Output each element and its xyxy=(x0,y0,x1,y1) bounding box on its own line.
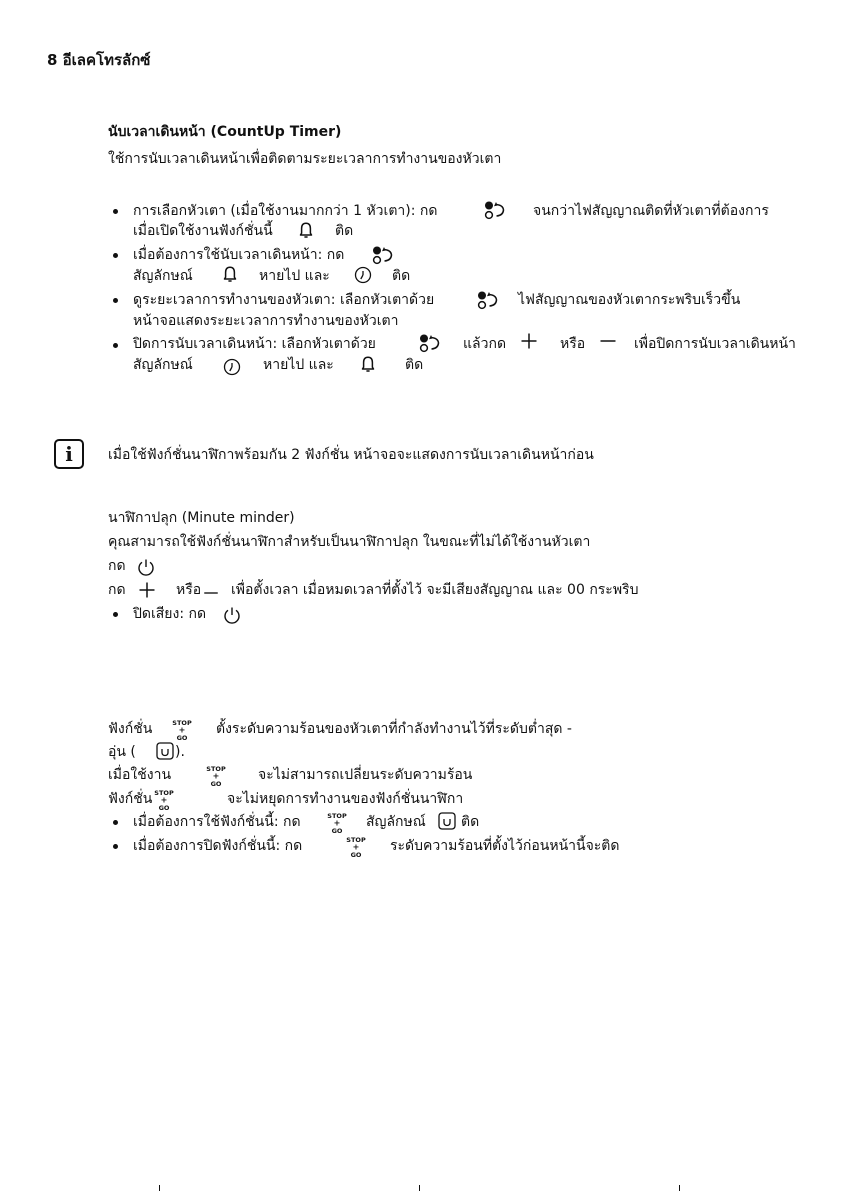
info-text: เมื่อใช้ฟังก์ชั่นนาฬิกาพร้อมกัน 2 ฟังก์ชั่น หน้าจอจะแสดงการนับเวลาเดินหน้าก่อน xyxy=(108,447,594,463)
svg-text:+: + xyxy=(212,771,220,781)
svg-text:GO: GO xyxy=(158,804,170,812)
stopgo-b1-c: ติด xyxy=(461,814,480,830)
minute-line3-a: กด xyxy=(108,582,126,598)
stopgo-b2-b: ระดับความร้อนที่ตั้งไว้ก่อนหน้านี้จะติด xyxy=(390,838,620,854)
bullet-dot xyxy=(113,612,118,617)
hob-select-icon xyxy=(418,332,442,354)
bullet-dot xyxy=(113,844,118,849)
go-label: GO xyxy=(176,734,188,742)
countup-b2-text1: เมื่อต้องการใช้นับเวลาเดินหน้า: กด xyxy=(133,247,345,263)
countup-b4-text7: ติด xyxy=(405,357,424,373)
stop-go-icon xyxy=(153,788,175,812)
countup-b4-text6: หายไป และ xyxy=(263,357,334,373)
minute-title: นาฬิกาปลุก (Minute minder) xyxy=(108,510,295,526)
bullet-dot xyxy=(113,253,118,258)
minute-line3-c: เพื่อตั้งเวลา เมื่อหมดเวลาที่ตั้งไว้ จะมีเสียงสัญญาณ และ 00 กระพริบ xyxy=(231,582,639,598)
minute-bullet: ปิดเสียง: กด xyxy=(133,606,207,622)
svg-text:STOP: STOP xyxy=(327,812,347,820)
svg-text:+: + xyxy=(178,725,186,735)
countup-b3-text3: หน้าจอแสดงระยะเวลาการทำงานของหัวเตา xyxy=(133,313,399,329)
countup-b2-text4: ติด xyxy=(392,268,411,284)
bullet-dot xyxy=(113,209,118,214)
stopgo-b1-b: สัญลักษณ์ xyxy=(366,814,426,830)
brand-name: อีเลคโทรลักซ์ xyxy=(62,51,151,69)
countup-b1-text1: การเลือกหัวเตา (เมื่อใช้งานมากกว่า 1 หัวเตา): กด xyxy=(133,203,438,219)
hob-select-icon xyxy=(483,199,507,221)
stop-go-icon xyxy=(205,764,227,788)
plus-icon xyxy=(137,580,157,600)
stopgo-b2-a: เมื่อต้องการปิดฟังก์ชั่นนี้: กด xyxy=(133,838,303,854)
countup-b2-text2: สัญลักษณ์ xyxy=(133,268,193,284)
bell-icon xyxy=(296,220,316,240)
stopgo-line1-b: ตั้งระดับความร้อนของหัวเตาที่กำลังทำงานไว้ที่ระดับต่ำสุด - xyxy=(216,721,572,737)
svg-text:+: + xyxy=(352,842,360,852)
countup-b3-text1: ดูระยะเวลาการทำงานของหัวเตา: เลือกหัวเตาด้วย xyxy=(133,292,435,308)
countup-b4-text1: ปิดการนับเวลาเดินหน้า: เลือกหัวเตาด้วย xyxy=(133,336,376,352)
countup-b1-text2: จนกว่าไฟสัญญาณติดที่หัวเตาที่ต้องการ xyxy=(533,203,769,219)
minute-intro: คุณสามารถใช้ฟังก์ชั่นนาฬิกาสำหรับเป็นนาฬิกาปลุก ในขณะที่ไม่ได้ใช้งานหัวเตา xyxy=(108,534,591,550)
minute-line3-b: หรือ xyxy=(176,582,202,598)
stopgo-line2-b: ). xyxy=(175,744,185,760)
svg-text:+: + xyxy=(160,795,168,805)
stopgo-line4-b: จะไม่หยุดการทำงานของฟังก์ชั่นนาฬิกา xyxy=(227,791,464,807)
stopgo-b1-a: เมื่อต้องการใช้ฟังก์ชั่นนี้: กด xyxy=(133,814,301,830)
clock-icon xyxy=(353,265,373,285)
bullet-dot xyxy=(113,298,118,303)
keep-warm-icon xyxy=(437,811,457,831)
svg-text:STOP: STOP xyxy=(206,765,226,773)
countup-intro: ใช้การนับเวลาเดินหน้าเพื่อติดตามระยะเวลาการทำงานของหัวเตา xyxy=(108,151,502,167)
countup-b3-text2: ไฟสัญญาณของหัวเตากระพริบเร็วขึ้น xyxy=(518,292,741,308)
countup-b1-text4: ติด xyxy=(335,223,354,239)
plus-icon xyxy=(519,331,539,351)
hob-select-icon xyxy=(476,289,500,311)
stopgo-line2-a: อุ่น ( xyxy=(108,744,136,760)
bell-icon xyxy=(220,264,240,284)
stopgo-line3-a: เมื่อใช้งาน xyxy=(108,767,172,783)
stop-go-icon xyxy=(345,835,367,859)
countup-b4-text2: แล้วกด xyxy=(463,336,507,352)
minus-icon xyxy=(202,584,220,602)
crop-mark xyxy=(159,1185,160,1191)
stop-label: STOP xyxy=(172,719,192,727)
page-header xyxy=(47,50,151,70)
clock-icon xyxy=(222,357,242,377)
bullet-dot xyxy=(113,343,118,348)
power-icon xyxy=(222,605,242,625)
stop-go-icon xyxy=(326,811,348,835)
svg-text:+: + xyxy=(333,818,341,828)
stopgo-line4-a: ฟังก์ชั่น xyxy=(108,791,153,807)
crop-mark xyxy=(679,1185,680,1191)
svg-text:GO: GO xyxy=(350,851,362,859)
stopgo-line3-b: จะไม่สามารถเปลี่ยนระดับความร้อน xyxy=(258,767,473,783)
bell-icon xyxy=(358,354,378,374)
info-icon-letter: i xyxy=(65,442,73,466)
minute-press: กด xyxy=(108,558,126,574)
stopgo-line1-a: ฟังก์ชั่น xyxy=(108,721,153,737)
minus-icon xyxy=(598,331,618,351)
countup-title: นับเวลาเดินหน้า (CountUp Timer) xyxy=(108,124,342,140)
info-icon xyxy=(54,439,84,469)
bullet-dot xyxy=(113,820,118,825)
crop-mark xyxy=(419,1185,420,1191)
svg-text:STOP: STOP xyxy=(346,836,366,844)
svg-text:GO: GO xyxy=(331,827,343,835)
keep-warm-icon xyxy=(155,741,175,761)
countup-b2-text3: หายไป และ xyxy=(259,268,330,284)
svg-text:GO: GO xyxy=(210,780,222,788)
hob-select-icon xyxy=(371,244,395,266)
countup-b4-text4: เพื่อปิดการนับเวลาเดินหน้า xyxy=(634,336,796,352)
countup-b4-text5: สัญลักษณ์ xyxy=(133,357,193,373)
power-icon xyxy=(136,557,156,577)
stop-go-icon xyxy=(171,718,193,742)
countup-b4-text3: หรือ xyxy=(560,336,586,352)
countup-b1-text3: เมื่อเปิดใช้งานฟังก์ชั่นนี้ xyxy=(133,223,273,239)
page-number: 8 xyxy=(47,51,58,69)
svg-text:STOP: STOP xyxy=(154,789,174,797)
